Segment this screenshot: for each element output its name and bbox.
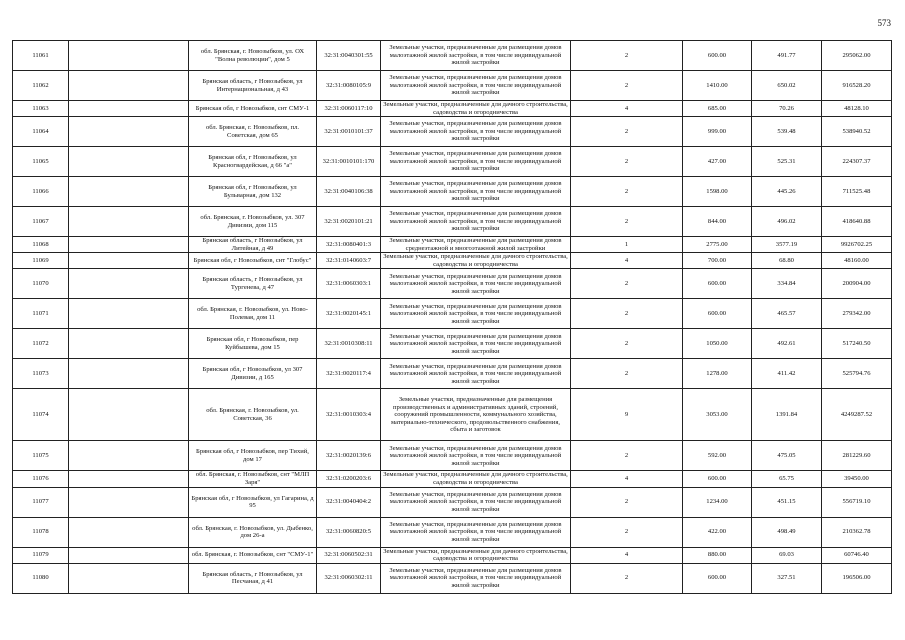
table-row <box>13 299 892 329</box>
specific-value-cell: 498.49 <box>752 517 822 547</box>
row-number: 11062 <box>13 71 69 101</box>
cadastral-number-cell: 32:31:0080401:3 <box>317 237 381 253</box>
land-category-cell: Земельные участки, предназначенные для размещения домов малоэтажной жилой застройки, в том числе индивидуальной жилой застройки <box>381 207 571 237</box>
land-category-cell: Земельные участки, предназначенные для размещения домов малоэтажной жилой застройки, в том числе индивидуальной жилой застройки <box>381 563 571 593</box>
table-row <box>13 253 892 269</box>
specific-value-cell: 650.02 <box>752 71 822 101</box>
area-cell: 600.00 <box>683 269 752 299</box>
table-row <box>13 547 892 563</box>
table-row <box>13 237 892 253</box>
address-cell: Брянская обл, г Новозыбков, ул Бульварная, дом 132 <box>189 177 317 207</box>
specific-value-cell: 334.84 <box>752 269 822 299</box>
specific-value-cell: 496.02 <box>752 207 822 237</box>
address-cell: обл. Брянская, г. Новозыбков, пл. Советская, дом 65 <box>189 117 317 147</box>
row-number: 11066 <box>13 177 69 207</box>
row-number: 11068 <box>13 237 69 253</box>
area-cell: 600.00 <box>683 41 752 71</box>
cadastral-number-cell: 32:31:0010101:170 <box>317 147 381 177</box>
table-row <box>13 41 892 71</box>
specific-value-cell: 451.15 <box>752 487 822 517</box>
group-cell: 4 <box>571 471 683 487</box>
row-number: 11072 <box>13 329 69 359</box>
table-row <box>13 563 892 593</box>
row-number: 11078 <box>13 517 69 547</box>
cadastral-number-cell: 32:31:0060117:10 <box>317 101 381 117</box>
spacer-cell <box>69 207 189 237</box>
cadastral-number-cell: 32:31:0020145:1 <box>317 299 381 329</box>
cadastral-number-cell: 32:31:0140603:7 <box>317 253 381 269</box>
land-category-cell: Земельные участки, предназначенные для размещения производственных и административных зданий, строений, сооружений промышленности, коммунального хозяйства, материально-технического, продовольственного снабжения, сбыта и заготовок <box>381 389 571 441</box>
address-cell: Брянская обл, г Новозыбков, ул 307 Дивизии, д 165 <box>189 359 317 389</box>
group-cell: 2 <box>571 147 683 177</box>
area-cell: 1278.00 <box>683 359 752 389</box>
group-cell: 2 <box>571 359 683 389</box>
land-category-cell: Земельные участки, предназначенные для размещения домов малоэтажной жилой застройки, в том числе индивидуальной жилой застройки <box>381 117 571 147</box>
spacer-cell <box>69 71 189 101</box>
address-cell: Брянская обл, г Новозыбков, ул Красногвардейская, д 66 "а" <box>189 147 317 177</box>
area-cell: 1050.00 <box>683 329 752 359</box>
land-category-cell: Земельные участки, предназначенные для размещения домов малоэтажной жилой застройки, в том числе индивидуальной жилой застройки <box>381 517 571 547</box>
area-cell: 600.00 <box>683 299 752 329</box>
cadastral-value-cell: 60746.40 <box>822 547 892 563</box>
area-cell: 1234.00 <box>683 487 752 517</box>
cadastral-value-cell: 711525.48 <box>822 177 892 207</box>
group-cell: 2 <box>571 269 683 299</box>
table-row <box>13 71 892 101</box>
specific-value-cell: 1391.84 <box>752 389 822 441</box>
row-number: 11061 <box>13 41 69 71</box>
row-number: 11080 <box>13 563 69 593</box>
cadastral-number-cell: 32:31:0010308:11 <box>317 329 381 359</box>
specific-value-cell: 65.75 <box>752 471 822 487</box>
area-cell: 600.00 <box>683 563 752 593</box>
spacer-cell <box>69 237 189 253</box>
cadastral-value-cell: 48128.10 <box>822 101 892 117</box>
group-cell: 4 <box>571 547 683 563</box>
spacer-cell <box>69 117 189 147</box>
cadastral-number-cell: 32:31:0060303:1 <box>317 269 381 299</box>
group-cell: 9 <box>571 389 683 441</box>
table-row <box>13 269 892 299</box>
cadastral-number-cell: 32:31:0080105:9 <box>317 71 381 101</box>
specific-value-cell: 68.80 <box>752 253 822 269</box>
address-cell: Брянская обл, г Новозыбков, снт СМУ-1 <box>189 101 317 117</box>
table-row <box>13 389 892 441</box>
page-number: 573 <box>877 18 891 28</box>
row-number: 11070 <box>13 269 69 299</box>
cadastral-number-cell: 32:31:0060820:5 <box>317 517 381 547</box>
area-cell: 999.00 <box>683 117 752 147</box>
area-cell: 844.00 <box>683 207 752 237</box>
cadastral-value-cell: 9926702.25 <box>822 237 892 253</box>
table-row <box>13 177 892 207</box>
group-cell: 2 <box>571 563 683 593</box>
cadastral-number-cell: 32:31:0040106:38 <box>317 177 381 207</box>
spacer-cell <box>69 487 189 517</box>
table-row <box>13 147 892 177</box>
spacer-cell <box>69 147 189 177</box>
row-number: 11069 <box>13 253 69 269</box>
group-cell: 2 <box>571 517 683 547</box>
table-row <box>13 207 892 237</box>
spacer-cell <box>69 177 189 207</box>
cadastral-value-cell: 517240.50 <box>822 329 892 359</box>
cadastral-value-cell: 281229.60 <box>822 441 892 471</box>
area-cell: 1598.00 <box>683 177 752 207</box>
specific-value-cell: 475.05 <box>752 441 822 471</box>
cadastral-value-cell: 916528.20 <box>822 71 892 101</box>
spacer-cell <box>69 253 189 269</box>
area-cell: 422.00 <box>683 517 752 547</box>
cadastral-value-cell: 39450.00 <box>822 471 892 487</box>
table-row <box>13 101 892 117</box>
row-number: 11079 <box>13 547 69 563</box>
cadastral-number-cell: 32:31:0040404:2 <box>317 487 381 517</box>
group-cell: 2 <box>571 299 683 329</box>
spacer-cell <box>69 441 189 471</box>
cadastral-value-cell: 200904.00 <box>822 269 892 299</box>
land-category-cell: Земельные участки, предназначенные для размещения домов малоэтажной жилой застройки, в том числе индивидуальной жилой застройки <box>381 41 571 71</box>
land-category-cell: Земельные участки, предназначенные для размещения домов среднеэтажной и многоэтажной жилой застройки <box>381 237 571 253</box>
spacer-cell <box>69 269 189 299</box>
group-cell: 2 <box>571 71 683 101</box>
row-number: 11064 <box>13 117 69 147</box>
spacer-cell <box>69 329 189 359</box>
area-cell: 2775.00 <box>683 237 752 253</box>
group-cell: 2 <box>571 207 683 237</box>
specific-value-cell: 327.51 <box>752 563 822 593</box>
specific-value-cell: 492.61 <box>752 329 822 359</box>
address-cell: обл. Брянская, г. Новозыбков, снт "СМУ-1" <box>189 547 317 563</box>
row-number: 11071 <box>13 299 69 329</box>
row-number: 11077 <box>13 487 69 517</box>
land-category-cell: Земельные участки, предназначенные для размещения домов малоэтажной жилой застройки, в том числе индивидуальной жилой застройки <box>381 147 571 177</box>
cadastral-value-cell: 295062.00 <box>822 41 892 71</box>
group-cell: 2 <box>571 329 683 359</box>
specific-value-cell: 70.26 <box>752 101 822 117</box>
table-row <box>13 471 892 487</box>
cadastral-value-cell: 525794.76 <box>822 359 892 389</box>
address-cell: Брянская область, г Новозыбков, ул Тургенева, д 47 <box>189 269 317 299</box>
row-number: 11075 <box>13 441 69 471</box>
specific-value-cell: 491.77 <box>752 41 822 71</box>
spacer-cell <box>69 101 189 117</box>
group-cell: 2 <box>571 177 683 207</box>
area-cell: 880.00 <box>683 547 752 563</box>
specific-value-cell: 411.42 <box>752 359 822 389</box>
row-number: 11065 <box>13 147 69 177</box>
land-category-cell: Земельные участки, предназначенные для размещения домов малоэтажной жилой застройки, в том числе индивидуальной жилой застройки <box>381 359 571 389</box>
land-category-cell: Земельные участки, предназначенные для дачного строительства, садоводства и огородничества <box>381 547 571 563</box>
area-cell: 427.00 <box>683 147 752 177</box>
specific-value-cell: 539.48 <box>752 117 822 147</box>
cadastral-value-cell: 210362.78 <box>822 517 892 547</box>
cadastral-value-cell: 556719.10 <box>822 487 892 517</box>
cadastral-value-cell: 196506.00 <box>822 563 892 593</box>
area-cell: 700.00 <box>683 253 752 269</box>
table-row <box>13 359 892 389</box>
area-cell: 1410.00 <box>683 71 752 101</box>
specific-value-cell: 525.31 <box>752 147 822 177</box>
cadastral-number-cell: 32:31:0010101:37 <box>317 117 381 147</box>
address-cell: обл. Брянская, г. Новозыбков, ул. 307 Дивизии, дом 115 <box>189 207 317 237</box>
cadastral-value-cell: 418640.88 <box>822 207 892 237</box>
spacer-cell <box>69 517 189 547</box>
address-cell: Брянская обл, г Новозыбков, пер Куйбышева, дом 15 <box>189 329 317 359</box>
area-cell: 600.00 <box>683 471 752 487</box>
spacer-cell <box>69 41 189 71</box>
land-category-cell: Земельные участки, предназначенные для дачного строительства, садоводства и огородничества <box>381 471 571 487</box>
row-number: 11067 <box>13 207 69 237</box>
spacer-cell <box>69 547 189 563</box>
table-body <box>13 41 892 594</box>
land-category-cell: Земельные участки, предназначенные для размещения домов малоэтажной жилой застройки, в том числе индивидуальной жилой застройки <box>381 487 571 517</box>
row-number: 11076 <box>13 471 69 487</box>
table-row <box>13 517 892 547</box>
cadastral-number-cell: 32:31:0060502:31 <box>317 547 381 563</box>
spacer-cell <box>69 389 189 441</box>
table-row <box>13 441 892 471</box>
cadastral-number-cell: 32:31:0020117:4 <box>317 359 381 389</box>
address-cell: обл. Брянская, г. Новозыбков, ул. Дыбенко, дом 26-а <box>189 517 317 547</box>
area-cell: 685.00 <box>683 101 752 117</box>
cadastral-number-cell: 32:31:0010303:4 <box>317 389 381 441</box>
land-category-cell: Земельные участки, предназначенные для дачного строительства, садоводства и огородничества <box>381 101 571 117</box>
land-category-cell: Земельные участки, предназначенные для размещения домов малоэтажной жилой застройки, в том числе индивидуальной жилой застройки <box>381 441 571 471</box>
spacer-cell <box>69 359 189 389</box>
row-number: 11073 <box>13 359 69 389</box>
address-cell: Брянская обл, г Новозыбков, пер Тихий, дом 17 <box>189 441 317 471</box>
specific-value-cell: 3577.19 <box>752 237 822 253</box>
cadastral-value-cell: 538940.52 <box>822 117 892 147</box>
address-cell: обл. Брянская, г. Новозыбков, ул. ОХ "Волна революции", дом 5 <box>189 41 317 71</box>
address-cell: Брянская область, г Новозыбков, ул Литейная, д 49 <box>189 237 317 253</box>
spacer-cell <box>69 299 189 329</box>
spacer-cell <box>69 471 189 487</box>
group-cell: 2 <box>571 41 683 71</box>
cadastral-number-cell: 32:31:0020139:6 <box>317 441 381 471</box>
address-cell: обл. Брянская, г. Новозыбков, ул. Ново-Полевая, дом 11 <box>189 299 317 329</box>
cadastral-value-cell: 4249287.52 <box>822 389 892 441</box>
address-cell: Брянская область, г Новозыбков, ул Интернациональная, д 43 <box>189 71 317 101</box>
land-category-cell: Земельные участки, предназначенные для размещения домов малоэтажной жилой застройки, в том числе индивидуальной жилой застройки <box>381 299 571 329</box>
address-cell: Брянская обл, г Новозыбков, снт "Глобус" <box>189 253 317 269</box>
area-cell: 592.00 <box>683 441 752 471</box>
group-cell: 2 <box>571 117 683 147</box>
cadastral-number-cell: 32:31:0200203:6 <box>317 471 381 487</box>
spacer-cell <box>69 563 189 593</box>
address-cell: обл. Брянская, г. Новозыбков, ул. Советская, 36 <box>189 389 317 441</box>
cadastral-number-cell: 32:31:0040301:55 <box>317 41 381 71</box>
specific-value-cell: 465.57 <box>752 299 822 329</box>
group-cell: 2 <box>571 487 683 517</box>
land-category-cell: Земельные участки, предназначенные для размещения домов малоэтажной жилой застройки, в том числе индивидуальной жилой застройки <box>381 71 571 101</box>
cadastral-value-table <box>12 40 892 594</box>
group-cell: 1 <box>571 237 683 253</box>
cadastral-value-cell: 279342.00 <box>822 299 892 329</box>
table-row <box>13 487 892 517</box>
cadastral-number-cell: 32:31:0060302:11 <box>317 563 381 593</box>
area-cell: 3053.00 <box>683 389 752 441</box>
specific-value-cell: 445.26 <box>752 177 822 207</box>
specific-value-cell: 69.03 <box>752 547 822 563</box>
address-cell: обл. Брянская, г. Новозыбков, снт "МЛП Заря" <box>189 471 317 487</box>
land-category-cell: Земельные участки, предназначенные для дачного строительства, садоводства и огородничества <box>381 253 571 269</box>
address-cell: Брянская область, г Новозыбков, ул Песчаная, д 41 <box>189 563 317 593</box>
table-row <box>13 117 892 147</box>
cadastral-value-cell: 48160.00 <box>822 253 892 269</box>
land-category-cell: Земельные участки, предназначенные для размещения домов малоэтажной жилой застройки, в том числе индивидуальной жилой застройки <box>381 177 571 207</box>
group-cell: 2 <box>571 441 683 471</box>
land-category-cell: Земельные участки, предназначенные для размещения домов малоэтажной жилой застройки, в том числе индивидуальной жилой застройки <box>381 329 571 359</box>
address-cell: Брянская обл, г Новозыбков, ул Гагарина, д 95 <box>189 487 317 517</box>
cadastral-number-cell: 32:31:0020101:21 <box>317 207 381 237</box>
row-number: 11074 <box>13 389 69 441</box>
group-cell: 4 <box>571 253 683 269</box>
land-category-cell: Земельные участки, предназначенные для размещения домов малоэтажной жилой застройки, в том числе индивидуальной жилой застройки <box>381 269 571 299</box>
group-cell: 4 <box>571 101 683 117</box>
cadastral-value-cell: 224307.37 <box>822 147 892 177</box>
table-row <box>13 329 892 359</box>
row-number: 11063 <box>13 101 69 117</box>
